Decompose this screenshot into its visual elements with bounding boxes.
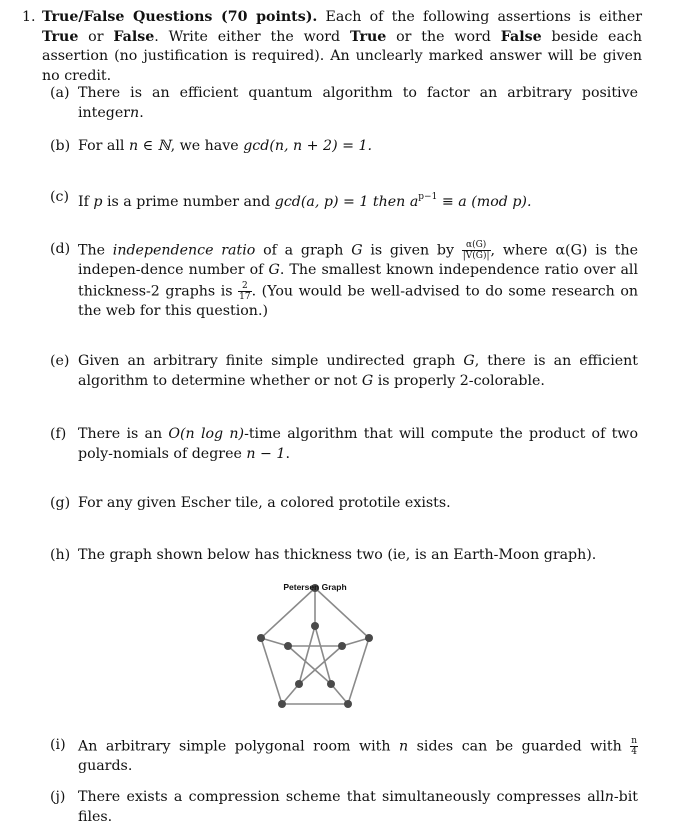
item-text: -time algorithm that will compute the product of two poly-nomials of degree — [78, 426, 638, 462]
term: independence ratio — [112, 242, 256, 259]
punct: . — [139, 104, 144, 121]
item-a — [50, 84, 638, 123]
punct: . — [285, 445, 290, 462]
item-text: There exists a compression scheme that simultaneously compresses all — [78, 789, 605, 805]
vertex — [295, 680, 303, 688]
vertex — [284, 642, 292, 650]
vertex — [365, 634, 373, 642]
petersen-graph-figure — [254, 578, 376, 712]
item-text: If — [78, 194, 89, 210]
vertex — [257, 634, 265, 642]
item-j — [50, 788, 638, 827]
item-text: is given by — [370, 242, 454, 259]
item-label: (c) — [50, 189, 70, 205]
item-text: guards. — [78, 758, 133, 774]
math-expr: ≡ a (mod p). — [437, 194, 532, 210]
intro-text-3: . Write either the word — [154, 28, 341, 45]
item-text: of a graph — [263, 242, 344, 259]
item-label: (j) — [50, 789, 66, 805]
item-text: The graph shown below has thickness two (ie, is an Earth-Moon graph). — [78, 547, 597, 563]
denominator: 17 — [239, 291, 251, 302]
item-text: . The smallest known independence ratio over all thickness-2 graphs is — [78, 262, 638, 299]
item-text: sides can be guarded with — [416, 738, 622, 755]
word-false-1: False — [113, 28, 155, 45]
item-c — [50, 188, 638, 213]
item-f — [50, 425, 638, 464]
item-label: (d) — [50, 241, 71, 257]
item-h — [50, 546, 638, 566]
math-expr: O(n log n) — [168, 426, 245, 442]
math-var: a — [409, 194, 419, 210]
vertex — [278, 700, 286, 708]
item-b — [50, 137, 638, 157]
intro-text-2: or — [88, 28, 104, 45]
math-var: p — [93, 194, 103, 210]
item-g — [50, 494, 638, 514]
math-var: n — [398, 738, 409, 755]
item-label: (g) — [50, 495, 71, 511]
item-text: is properly 2-colorable. — [377, 372, 545, 389]
item-label: (b) — [50, 138, 71, 154]
math-fn: gcd — [274, 194, 301, 210]
vertex — [327, 680, 335, 688]
item-label: (f) — [50, 426, 67, 442]
item-text: -bit files. — [78, 789, 638, 825]
item-text: There is an — [78, 426, 163, 442]
item-label: (i) — [50, 737, 66, 753]
item-label: (h) — [50, 547, 71, 563]
item-text: The — [78, 242, 105, 259]
math-expr: (a, p) = 1 then — [300, 194, 406, 210]
item-e — [50, 352, 638, 391]
item-text: , we have — [170, 138, 239, 154]
math-var: n — [604, 789, 614, 805]
item-text: , where α(G) is the indepen-dence number of — [78, 242, 639, 278]
graph-edges — [261, 588, 369, 704]
item-text: . (You would be well-advised to do some research on the web for this question.) — [78, 283, 639, 319]
intro-text-5: beside each assertion (no justification is required). An unclearly marked answer will be given no credit. — [42, 28, 642, 84]
item-text: For any given Escher tile, a colored prototile exists. — [78, 495, 451, 511]
math-expr: n − 1 — [246, 445, 286, 462]
fraction — [238, 281, 251, 302]
denominator: |V(G)| — [462, 251, 490, 261]
numerator: n — [631, 736, 638, 746]
denominator: 4 — [631, 747, 637, 757]
intro-text-4: or the word — [396, 28, 491, 45]
vertex — [344, 700, 352, 708]
figure-title: Petersen Graph — [283, 582, 347, 592]
math-var: G — [351, 242, 363, 259]
math-var: G — [361, 372, 374, 389]
math-var: G — [268, 262, 280, 278]
math-expr: n ∈ ℕ — [128, 138, 171, 154]
math-exponent: p−1 — [418, 192, 438, 202]
item-text: For all — [78, 138, 125, 154]
item-i — [50, 736, 638, 777]
vertex — [311, 622, 319, 630]
numerator: 2 — [238, 281, 251, 292]
intro-text-1: Each of the following assertions is either — [325, 9, 642, 25]
item-text: is a prime number and — [106, 194, 271, 210]
item-d — [50, 240, 638, 321]
numerator: α(G) — [462, 240, 491, 251]
item-text: An arbitrary simple polygonal room with — [78, 738, 391, 755]
item-text: There is an efficient quantum algorithm to factor an arbitrary positive integer — [78, 85, 638, 121]
word-false-2: False — [500, 28, 542, 45]
item-text: Given an arbitrary finite simple undirected graph — [78, 353, 456, 369]
math-var: G — [463, 353, 475, 369]
fraction — [630, 736, 638, 757]
math-fn: gcd — [243, 138, 270, 154]
question-heading: True/False Questions (70 points). — [42, 9, 318, 25]
vertex — [338, 642, 346, 650]
petersen-graph — [254, 578, 376, 712]
question-number: 1. — [22, 9, 36, 25]
word-true-1: True — [42, 28, 79, 45]
item-label: (a) — [50, 85, 70, 101]
item-text: , there is an efficient algorithm to determine whether or not — [78, 353, 639, 389]
question-intro — [22, 8, 642, 86]
math-expr: (n, n + 2) = 1. — [269, 138, 373, 154]
word-true-2: True — [349, 28, 387, 45]
item-label: (e) — [50, 353, 70, 369]
math-var: n — [130, 104, 140, 121]
fraction — [462, 240, 491, 261]
